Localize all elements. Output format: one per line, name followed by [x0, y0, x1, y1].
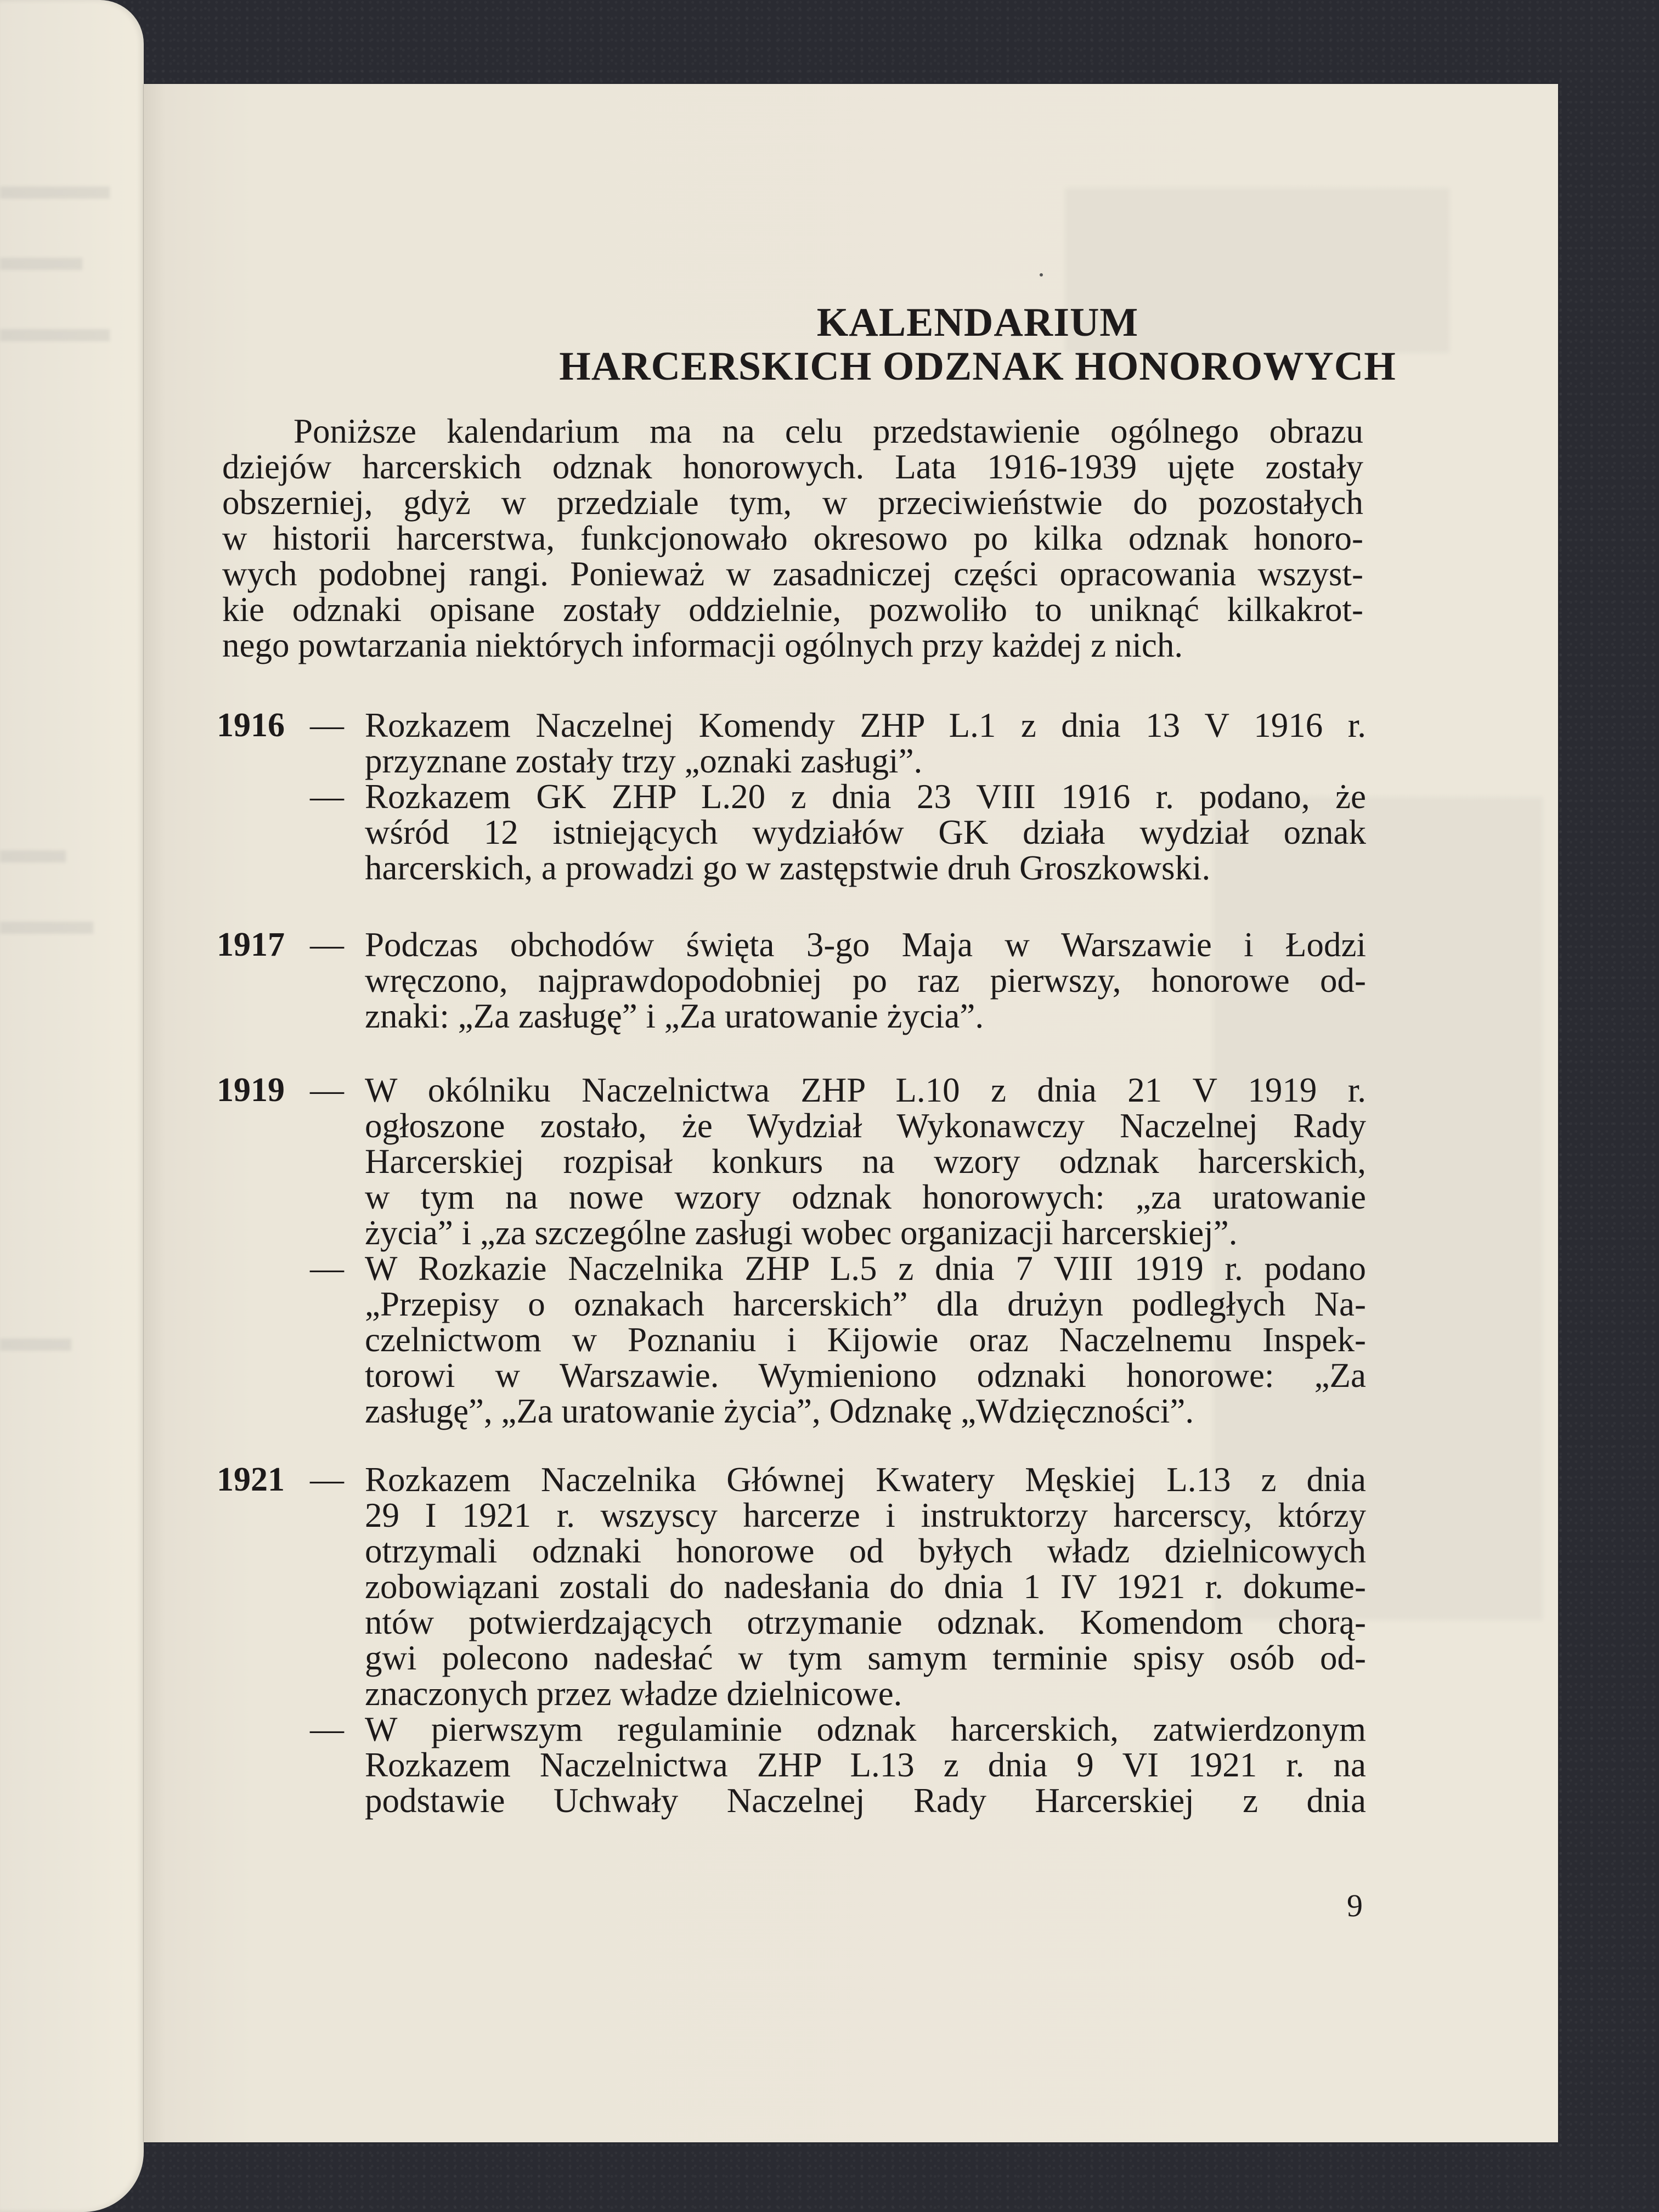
show-through-text — [0, 1339, 71, 1351]
entry-line: Rozkazem GK ZHP L.20 z dnia 23 VIII 1916 r. podano, że — [365, 777, 1366, 816]
show-through-text — [0, 922, 93, 934]
show-through-text — [0, 258, 82, 270]
entry-line: podstawie Uchwały Naczelnej Rady Harcerskiej z dnia — [365, 1781, 1366, 1820]
em-dash: — — [310, 1711, 344, 1748]
title-line-2: HARCERSKICH ODZNAK HONOROWYCH — [559, 344, 1396, 389]
page-number: 9 — [1347, 1888, 1363, 1923]
entry-line: harcerskich, a prowadzi go w zastępstwie druh Groszkowski. — [365, 849, 1211, 887]
calendar-entry-1917 — [217, 927, 1366, 1034]
entry-year: 1917 — [217, 926, 285, 963]
entry-item — [217, 1712, 1366, 1819]
entry-item — [217, 1251, 1366, 1429]
entry-year: 1921 — [217, 1461, 285, 1498]
entry-line: ntów potwierdzających otrzymanie odznak. Komendom chorą- — [365, 1603, 1366, 1641]
entry-line: Rozkazem Naczelnictwa ZHP L.13 z dnia 9 VI 1921 r. na — [365, 1746, 1366, 1784]
calendar-entry-1921 — [217, 1462, 1366, 1819]
previous-page-edge — [0, 0, 144, 2212]
entry-line: w tym na nowe wzory odznak honorowych: „za uratowanie — [365, 1178, 1366, 1216]
intro-line: Poniższe kalendarium ma na celu przedstawienie ogólnego obrazu — [294, 412, 1363, 450]
entry-line: W Rozkazie Naczelnika ZHP L.5 z dnia 7 VIII 1919 r. podano — [365, 1249, 1366, 1288]
entry-line: torowi w Warszawie. Wymieniono odznaki honorowe: „Za — [365, 1356, 1366, 1395]
entry-line: ogłoszone zostało, że Wydział Wykonawczy Naczelnej Rady — [365, 1107, 1366, 1145]
entry-line: zasługę”, „Za uratowanie życia”, Odznakę „Wdzięczności”. — [365, 1392, 1194, 1430]
entry-item — [217, 1073, 1366, 1251]
entry-line: Harcerskiej rozpisał konkurs na wzory odznak harcerskich, — [365, 1142, 1366, 1181]
entry-line: przyznane zostały trzy „oznaki zasługi”. — [365, 742, 923, 780]
entry-line: znaki: „Za zasługę” i „Za uratowanie życia”. — [365, 997, 984, 1035]
entry-item — [217, 779, 1366, 886]
entry-line: czelnictwom w Poznaniu i Kijowie oraz Naczelnemu Inspek- — [365, 1321, 1366, 1359]
entry-line: wręczono, najprawdopodobniej po raz pierwszy, honorowe od- — [365, 961, 1366, 1000]
intro-line: nego powtarzania niektórych informacji ogólnych przy każdej z nich. — [222, 626, 1183, 664]
entry-line: W okólniku Naczelnictwa ZHP L.10 z dnia 21 V 1919 r. — [365, 1071, 1366, 1109]
entry-line: W pierwszym regulaminie odznak harcerskich, zatwierdzonym — [365, 1710, 1366, 1748]
intro-line: wych podobnej rangi. Ponieważ w zasadniczej części opracowania wszyst- — [222, 555, 1363, 593]
print-speck — [1040, 273, 1043, 276]
entry-year: 1919 — [217, 1071, 285, 1109]
intro-paragraph — [222, 414, 1363, 663]
entry-item — [217, 708, 1366, 779]
em-dash: — — [310, 926, 344, 963]
entry-item — [217, 927, 1366, 1034]
entry-line: otrzymali odznaki honorowe od byłych władz dzielnicowych — [365, 1532, 1366, 1570]
intro-line: kie odznaki opisane zostały oddzielnie, pozwoliło to uniknąć kilkakrot- — [222, 590, 1363, 629]
entry-line: zobowiązani zostali do nadesłania do dnia 1 IV 1921 r. dokume- — [365, 1567, 1366, 1606]
entry-year: 1916 — [217, 707, 285, 744]
calendar-entry-1916 — [217, 708, 1366, 886]
em-dash: — — [310, 1250, 344, 1287]
entry-line: gwi polecono nadesłać w tym samym terminie spisy osób od- — [365, 1639, 1366, 1677]
entry-item — [217, 1462, 1366, 1712]
em-dash: — — [310, 778, 344, 815]
intro-line: obszerniej, gdyż w przedziale tym, w przeciwieństwie do pozostałych — [222, 483, 1363, 522]
calendar-entry-1919 — [217, 1073, 1366, 1429]
entry-line: Podczas obchodów święta 3-go Maja w Warszawie i Łodzi — [365, 926, 1366, 964]
entry-line: życia” i „za szczególne zasługi wobec organizacji harcerskiej”. — [365, 1214, 1238, 1252]
intro-line: w historii harcerstwa, funkcjonowało okresowo po kilka odznak honoro- — [222, 519, 1363, 557]
entry-line: wśród 12 istniejących wydziałów GK działa wydział oznak — [365, 813, 1366, 851]
entry-line: „Przepisy o oznakach harcerskich” dla drużyn podległych Na- — [365, 1285, 1366, 1323]
entry-line: 29 I 1921 r. wszyscy harcerze i instruktorzy harcerscy, którzy — [365, 1496, 1366, 1534]
show-through-text — [0, 850, 66, 862]
em-dash: — — [310, 1071, 344, 1109]
em-dash: — — [310, 1461, 344, 1498]
entry-line: Rozkazem Naczelnika Głównej Kwatery Męskiej L.13 z dnia — [365, 1460, 1366, 1499]
intro-line: dziejów harcerskich odznak honorowych. Lata 1916-1939 ujęte zostały — [222, 448, 1363, 486]
show-through-text — [0, 187, 110, 199]
entry-line: Rozkazem Naczelnej Komendy ZHP L.1 z dnia 13 V 1916 r. — [365, 706, 1366, 744]
title-line-1: KALENDARIUM — [816, 300, 1139, 345]
entry-line: znaczonych przez władze dzielnicowe. — [365, 1674, 902, 1713]
show-through-text — [0, 329, 110, 341]
em-dash: — — [310, 707, 344, 744]
